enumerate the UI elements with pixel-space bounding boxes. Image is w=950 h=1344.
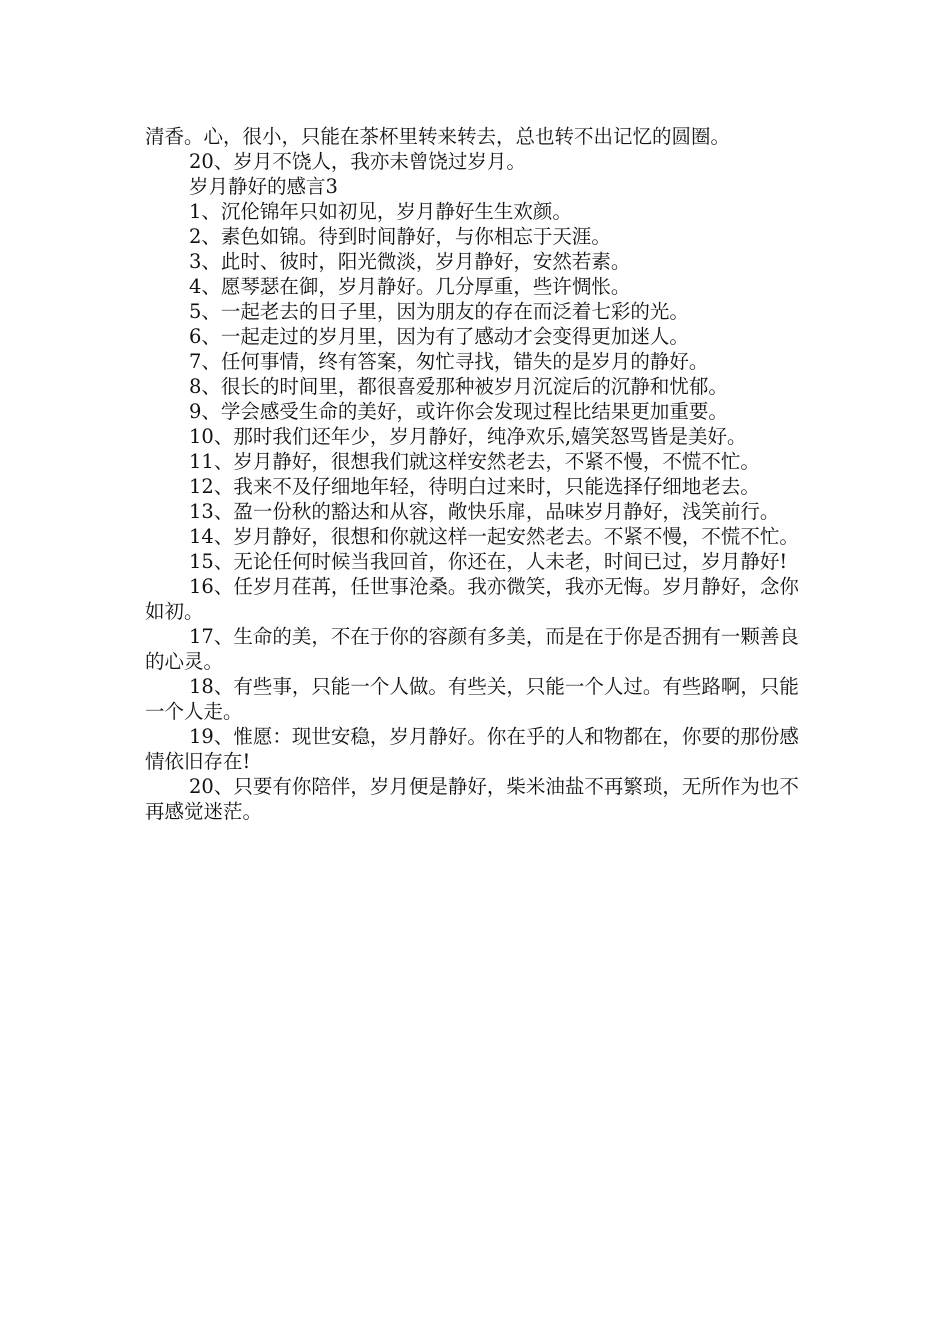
paragraph-line: 20、岁月不饶人，我亦未曾饶过岁月。 [189,150,526,173]
list-item: 15、无论任何时候当我回首，你还在，人未老，时间已过，岁月静好! [189,550,788,573]
list-item: 11、岁月静好，很想我们就这样安然老去，不紧不慢，不慌不忙。 [189,450,760,473]
section-heading: 岁月静好的感言3 [189,175,338,198]
list-item: 12、我来不及仔细地年轻，待明白过来时，只能选择仔细地老去。 [189,475,760,498]
list-item: 13、盈一份秋的豁达和从容，敞快乐扉，品味岁月静好，浅笑前行。 [189,500,780,523]
paragraph-line: 清香。心，很小，只能在茶杯里转来转去，总也转不出记忆的圆圈。 [145,125,731,148]
list-item: 1、沉伦锦年只如初见，岁月静好生生欢颜。 [189,200,572,223]
list-item: 17、生命的美，不在于你的容颜有多美，而是在于你是否拥有一颗善良的心灵。 [145,625,799,673]
list-item: 16、任岁月荏苒，任世事沧桑。我亦微笑，我亦无悔。岁月静好，念你如初。 [145,575,799,623]
list-item: 10、那时我们还年少，岁月静好，纯净欢乐,嬉笑怒骂皆是美好。 [189,425,747,448]
list-item: 3、此时、彼时，阳光微淡，岁月静好，安然若素。 [189,250,631,273]
list-item: 6、一起走过的岁月里，因为有了感动才会变得更加迷人。 [189,325,689,348]
list-item: 19、惟愿：现世安稳，岁月静好。你在乎的人和物都在，你要的那份感情依旧存在! [145,725,799,773]
list-item: 2、素色如锦。待到时间静好，与你相忘于天涯。 [189,225,611,248]
list-item: 5、一起老去的日子里，因为朋友的存在而泛着七彩的光。 [189,300,689,323]
list-item: 4、愿琴瑟在御，岁月静好。几分厚重，些许惆怅。 [189,275,631,298]
list-item: 9、学会感受生命的美好，或许你会发现过程比结果更加重要。 [189,400,728,423]
list-item: 14、岁月静好，很想和你就这样一起安然老去。不紧不慢，不慌不忙。 [189,525,799,548]
list-item: 18、有些事，只能一个人做。有些关，只能一个人过。有些路啊，只能一个人走。 [145,675,799,723]
list-item: 7、任何事情，终有答案，匆忙寻找，错失的是岁月的静好。 [189,350,709,373]
list-item: 8、很长的时间里，都很喜爱那种被岁月沉淀后的沉静和忧郁。 [189,375,728,398]
list-item: 20、只要有你陪伴，岁月便是静好，柴米油盐不再繁琐，无所作为也不再感觉迷茫。 [145,775,799,823]
document-body [145,124,810,824]
